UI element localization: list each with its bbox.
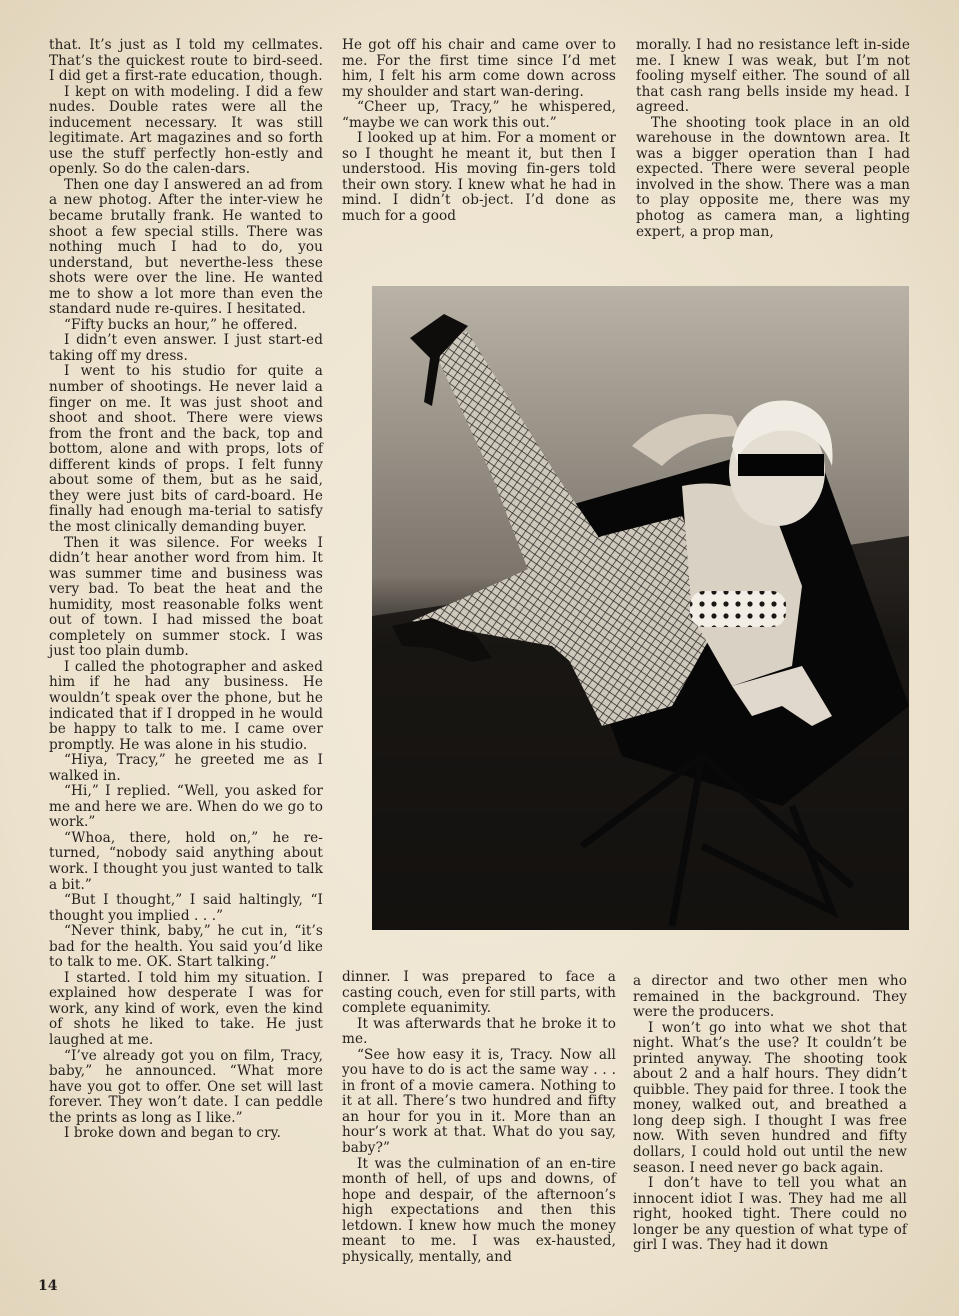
paragraph: I don’t have to tell you what an innocent idiot I was. They had me all right, hooked tight. There could no longer be any question of what type of girl I was. They had it down (633, 1175, 907, 1254)
photograph-illustration (372, 286, 909, 930)
text-column-2-bottom (342, 970, 616, 1265)
photograph-model-in-chair (372, 286, 909, 930)
paragraph: “Fifty bucks an hour,” he offered. (64, 316, 298, 333)
censor-bar (738, 454, 824, 476)
paragraph: I started. I told him my situation. I explained how desperate I was for work, any kind of work, even the kind of shots he liked to take. He just laughed at me. (49, 969, 323, 1048)
paragraph: “Never think, baby,” he cut in, “it’s bad for the health. You said you’d like to talk to me. OK. Start talking.” (49, 923, 323, 971)
text-column-3-bottom (633, 974, 907, 1254)
paragraph: Then one day I answered an ad from a new photog. After the inter-view he became brutally frank. He wanted to shoot a few special stills. There was nothing much I had to do, you understand, but neverthe-less these shots were over the line. He wanted me to show a lot more than even the standard nude re-quires. I hesitated. (49, 176, 323, 318)
paragraph: I broke down and began to cry. (64, 1125, 282, 1142)
paragraph: “But I thought,” I said haltingly, “I thought you implied . . .” (49, 892, 323, 924)
paragraph: “Hi,” I replied. “Well, you asked for me and here we are. When do we go to work.” (49, 783, 323, 831)
paragraph: I won’t go into what we shot that night. What’s the use? It couldn’t be printed anyway. The shooting took about 2 and a half hours. They didn’t quibble. They paid for three. I took the money, walked out, and breathed a long deep sigh. I thought I was free now. With seven hundred and fifty dollars, I could hold out until the new season. I need never go back again. (633, 1019, 907, 1176)
text-column-2-top (342, 38, 616, 225)
page-number: 14 (38, 1278, 58, 1294)
paragraph: “Cheer up, Tracy,” he whispered, “maybe we can work this out.” (342, 99, 616, 131)
paragraph: that. It’s just as I told my cellmates. That’s the quickest route to bird-seed. I did get a first-rate education, though. (49, 37, 323, 85)
text-column-3-top (636, 38, 910, 240)
paragraph: It was the culmination of an en-tire month of hell, of ups and downs, of hope and despair, of the afternoon’s high expectations and then this letdown. I knew how much the money meant to me. I was ex-hausted, physically, mentally, and (342, 1155, 616, 1265)
text-column-1 (49, 38, 323, 1142)
paragraph: I called the photographer and asked him if he had any business. He wouldn’t speak over the phone, but he indicated that if I dropped in he would be happy to talk to me. I came over promptly. He was alone in his studio. (49, 658, 323, 753)
paragraph: Then it was silence. For weeks I didn’t hear another word from him. It was summer time and business was very bad. To beat the heat and the humidity, most reasonable folks went out of town. I had missed the boat completely on summer stock. I was just too plain dumb. (49, 534, 323, 660)
paragraph: The shooting took place in an old warehouse in the downtown area. It was a bigger operation than I had expected. There were several people involved in the show. There was a man to play opposite me, there was my photog as camera man, a lighting expert, a prop man, (636, 114, 910, 240)
paragraph: “Whoa, there, hold on,” he re-turned, “nobody said anything about work. I thought you just wanted to talk a bit.” (49, 829, 323, 893)
paragraph: morally. I had no resistance left in-side me. I knew I was weak, but I’m not fooling myself either. The sound of all that cash rang bells inside my head. I agreed. (636, 37, 910, 116)
paragraph: It was afterwards that he broke it to me. (342, 1015, 616, 1048)
paragraph: dinner. I was prepared to face a casting couch, even for still parts, with complete equanimity. (342, 969, 616, 1017)
paragraph: a director and two other men who remained in the background. They were the producers. (633, 973, 907, 1021)
paragraph: “I’ve already got you on film, Tracy, baby,” he announced. “What more have you got to offer. One set will last forever. They won’t date. I can peddle the prints as long as I like.” (49, 1047, 323, 1126)
paragraph: He got off his chair and came over to me. For the first time since I’d met him, I felt his arm come down across my shoulder and start wan-dering. (342, 37, 616, 100)
paragraph: “See how easy it is, Tracy. Now all you have to do is act the same way . . . in front of a movie camera. Nothing to it at all. There’s two hundred and fifty an hour for you in it. More than an hour’s work at that. What do you say, baby?” (342, 1046, 616, 1157)
paragraph: I kept on with modeling. I did a few nudes. Double rates were all the inducement necessary. It was still legitimate. Art magazines and so forth use the stuff perfectly hon-estly and openly. So do the calen-dars. (49, 83, 323, 178)
paragraph: “Hiya, Tracy,” he greeted me as I walked in. (49, 752, 323, 784)
paragraph: I looked up at him. For a moment or so I thought he meant it, but then I understood. His moving fin-gers told their own story. I knew what he had in mind. I didn’t ob-ject. I’d done as much for a good (342, 130, 616, 225)
paragraph: I didn’t even answer. I just start-ed taking off my dress. (49, 332, 323, 364)
paragraph: I went to his studio for quite a number of shootings. He never laid a finger on me. It was just shoot and shoot and shoot. There were views from the front and the back, top and bottom, alone and with props, lots of different kinds of props. I felt funny about some of them, but as he said, they were just bits of card-board. He finally had enough ma-terial to satisfy the most clinically demanding buyer. (49, 363, 323, 535)
